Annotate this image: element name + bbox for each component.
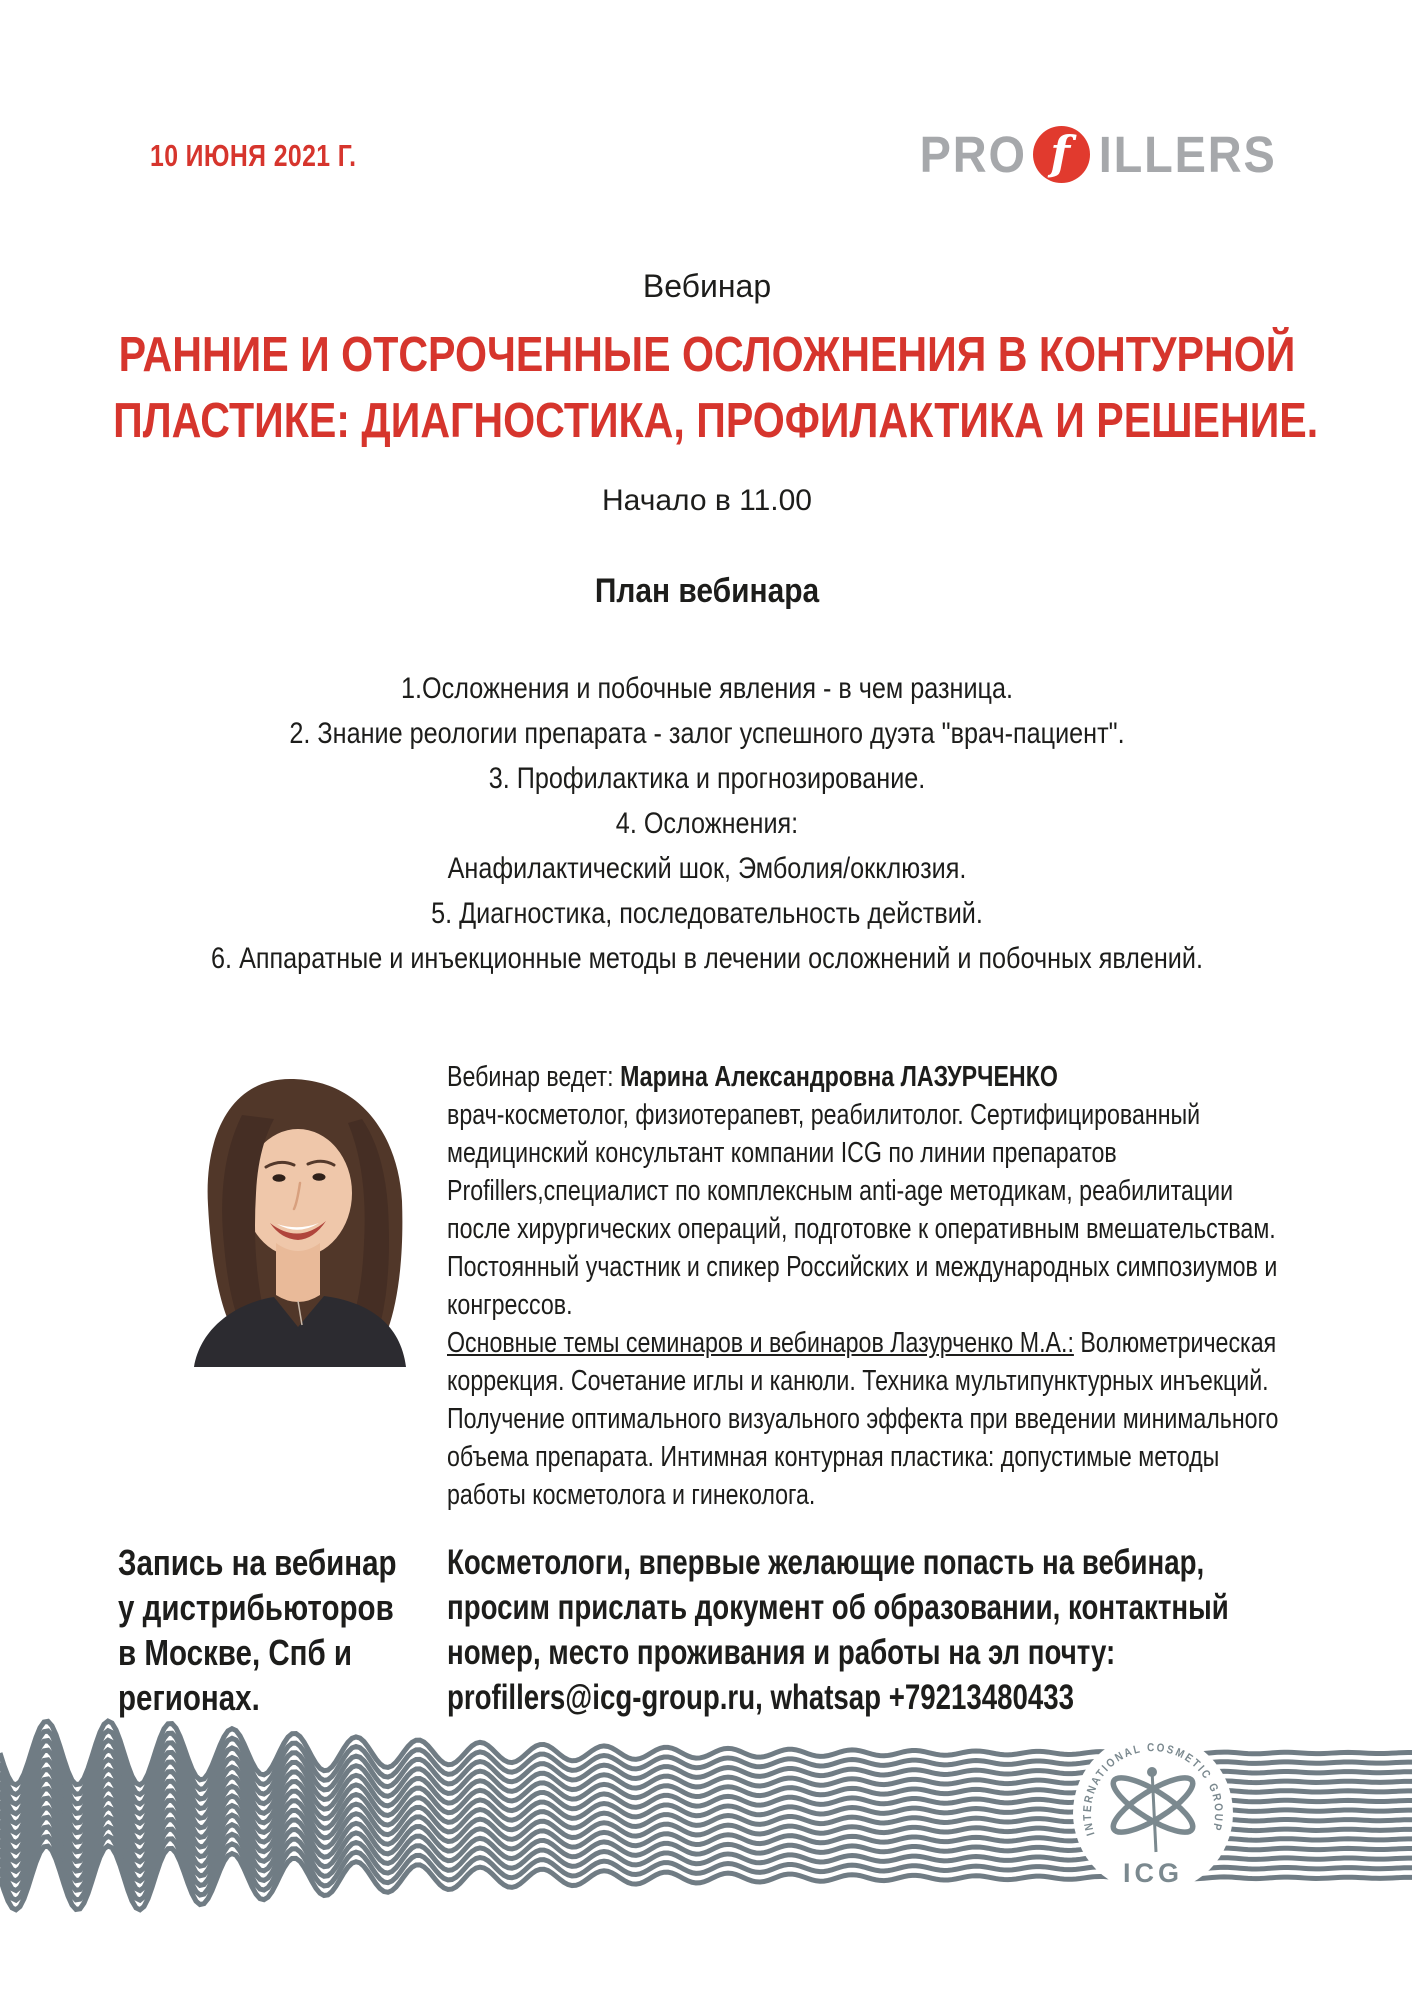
wave-decoration	[0, 1700, 1414, 1920]
logo-text-post: ILLERS	[1098, 126, 1277, 183]
icg-logo	[1073, 1733, 1233, 1893]
profillers-logo	[915, 126, 1284, 183]
speaker-photo	[150, 1066, 430, 1368]
registration-line: в Москве, Спб и	[118, 1632, 353, 1673]
start-time: Начало в 11.00	[602, 484, 812, 517]
registration-note	[118, 1540, 397, 1720]
contact-instructions	[447, 1540, 1229, 1720]
speaker-intro-label: Вебинар ведет:	[447, 1061, 621, 1093]
speaker-topics-text: Волюметрическая коррекция. Сочетание иглы и канюли. Техника мультипунктурных инъекций. Получение оптимального визуального эффекта при введении минимального объема препарата. Интимная контурная пластика: допустимые методы работы косметолога и гинеколога.	[447, 1327, 1279, 1511]
speaker-name: Марина Александровна ЛАЗУРЧЕНКО	[620, 1061, 1058, 1093]
wave-lines-graphic	[0, 1700, 1414, 1920]
speaker-topics-label: Основные темы семинаров и вебинаров Лазурченко М.А.:	[447, 1327, 1074, 1359]
webinar-title-line1: РАННИЕ И ОТСРОЧЕННЫЕ ОСЛОЖНЕНИЯ В КОНТУРНОЙ	[118, 328, 1296, 382]
speaker-portrait-illustration	[150, 1066, 430, 1368]
instruction-line: номер, место проживания и работы на эл почту:	[447, 1633, 1116, 1672]
webinar-title	[113, 322, 1319, 454]
instruction-line: profillers@icg-group.ru, whatsap +79213480433	[447, 1678, 1075, 1717]
plan-item: 1.Осложнения и побочные явления - в чем разница.	[401, 672, 1013, 705]
instruction-line: просим прислать документ об образовании, контактный	[447, 1588, 1229, 1627]
event-date: 10 ИЮНЯ 2021 Г.	[150, 138, 357, 173]
plan-item: 5. Диагностика, последовательность действий.	[431, 897, 983, 930]
registration-line: Запись на вебинар	[118, 1542, 397, 1583]
logo-f-dot-icon: f	[1033, 126, 1090, 183]
plan-item: Анафилактический шок, Эмболия/окклюзия.	[447, 852, 967, 885]
plan-item: 6. Аппаратные и инъекционные методы в лечении осложнений и побочных явлений.	[211, 942, 1203, 975]
registration-line: у дистрибьюторов	[118, 1587, 394, 1628]
plan-item: 2. Знание реологии препарата - залог успешного дуэта "врач-пациент".	[289, 717, 1125, 750]
plan-item: 4. Осложнения:	[615, 807, 799, 840]
speaker-topics	[447, 1324, 1297, 1514]
speaker-bio: врач-косметолог, физиотерапевт, реабилитолог. Сертифицированный медицинский консультант компании ICG по линии препаратов Profillers,специалист по комплексным anti-age методикам, реабилитации после хирургических операций, подготовке к оперативным вмешательствам. Постоянный участник и спикер Российских и международных симпозиумов и конгрессов.	[447, 1099, 1278, 1321]
icg-ring-text: INTERNATIONAL COSMETIC GROUP	[1081, 1741, 1225, 1838]
speaker-description	[447, 1058, 1297, 1514]
plan-heading: План вебинара	[594, 572, 820, 610]
logo-text-pre: PRO	[919, 126, 1027, 183]
icg-abbr-text: ICG	[1122, 1858, 1184, 1888]
speaker-intro-line	[447, 1058, 1297, 1096]
webinar-title-line2: ПЛАСТИКЕ: ДИАГНОСТИКА, ПРОФИЛАКТИКА И РЕШЕНИЕ.	[113, 394, 1319, 448]
plan-item: 3. Профилактика и прогнозирование.	[488, 762, 926, 795]
webinar-kicker: Вебинар	[642, 268, 772, 304]
plan-list	[113, 666, 1301, 981]
instruction-line: Косметологи, впервые желающие попасть на вебинар,	[447, 1543, 1205, 1582]
registration-line: регионах.	[118, 1677, 260, 1718]
